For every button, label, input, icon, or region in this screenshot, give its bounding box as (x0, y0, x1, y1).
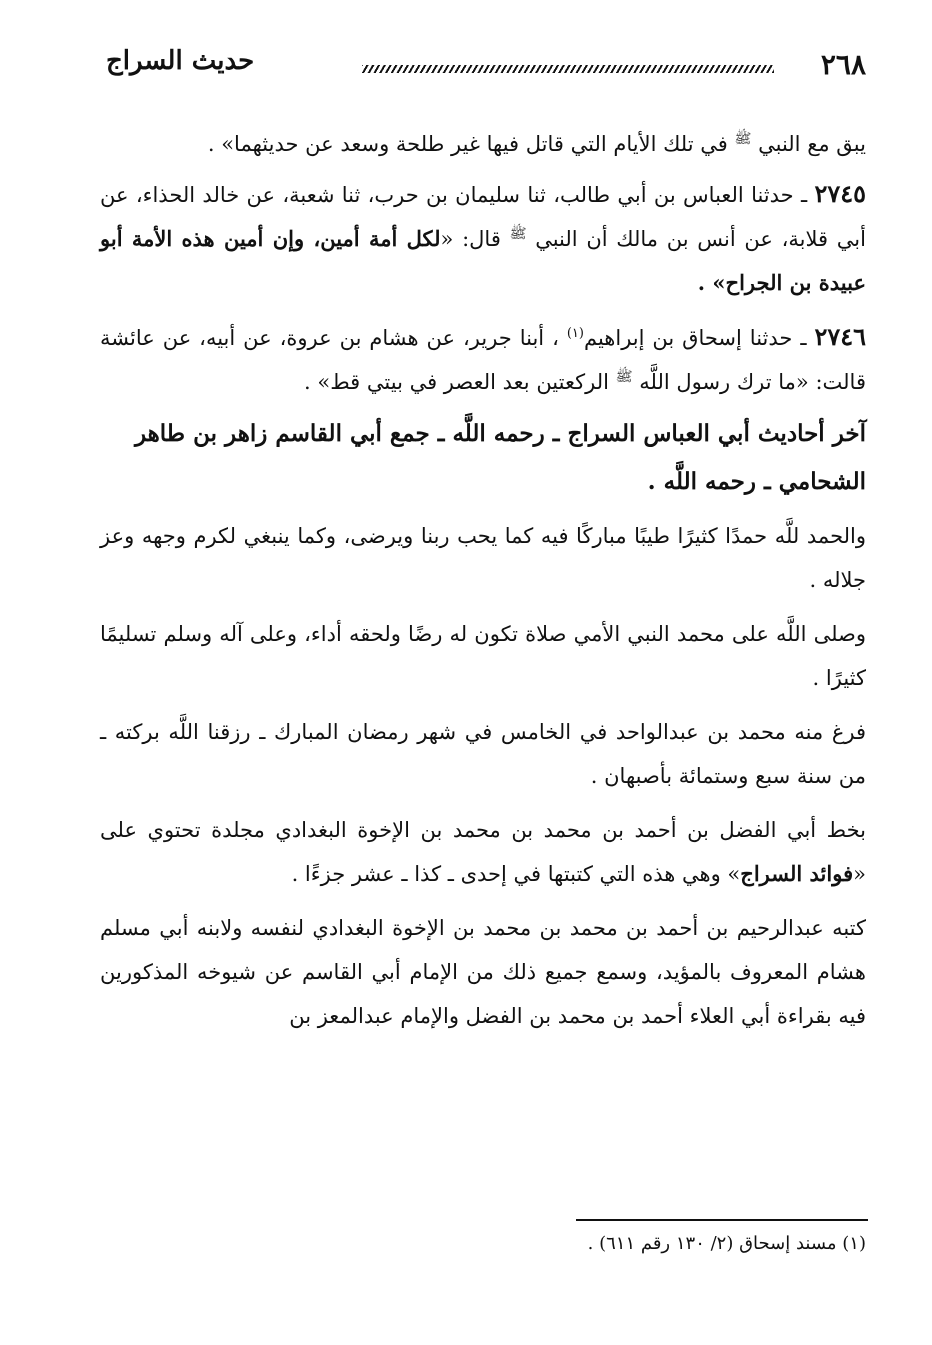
book-name-bold: فوائد السراج (740, 861, 854, 886)
text-segment: ـ حدثنا العباس بن أبي طالب، ثنا سليمان بن حرب، ثنا شعبة، عن خالد الحذاء، عن أبي قلابة، عن أنس بن مالك أن النبي (100, 183, 866, 251)
hadith-2745 (100, 172, 866, 305)
text-segment: ـ حدثنا إسحاق بن إبراهيم (583, 326, 807, 350)
salutation-glyph: ﷺ (615, 369, 633, 385)
page-header (100, 44, 866, 90)
colophon-heading: آخر أحاديث أبي العباس السراج ـ رحمه اللَّه ـ جمع أبي القاسم زاهر بن طاهر الشحامي ـ رحمه اللَّه . (134, 420, 866, 495)
footnote-separator (576, 1219, 868, 1221)
hadith-2746 (100, 315, 866, 404)
running-title: حديث السراج (106, 46, 255, 76)
footnote-marker: (١) (566, 326, 584, 341)
paragraph-hamd: والحمد للَّه حمدًا كثيرًا طيبًا مباركًا فيه كما يحب ربنا ويرضى، وكما ينبغي لكرم وجهه وعز جلاله . (100, 524, 866, 592)
salutation-glyph: ﷺ (509, 226, 527, 242)
text-segment: ، أبنا جرير، عن هشام بن عروة، عن أبيه، عن عائشة قالت: «ما ترك رسول اللَّه (100, 326, 866, 394)
salutation-glyph: ﷺ (734, 131, 752, 147)
hadith-number: ٢٧٤٦ (814, 322, 866, 351)
page-body (100, 122, 866, 1048)
text-segment: الركعتين بعد العصر في بيتي قط» . (304, 370, 609, 394)
hadith-matn-bold: لكل أمة أمين، وإن أمين هذه الأمة أبو عبيدة بن الجراح (100, 226, 866, 295)
page-number: ٢٦٨ (820, 48, 866, 81)
paragraph-continuation (100, 122, 866, 166)
header-ornament-rule (362, 65, 774, 73)
paragraph-manuscript-note (100, 808, 866, 896)
text-segment: » . (697, 270, 726, 295)
paragraph-sama: كتبه عبدالرحيم بن أحمد بن محمد بن محمد بن الإخوة البغدادي لنفسه ولابنه أبي مسلم هشام المعروف بالمؤيد، وسمع جميع ذلك من الإمام أبي القاسم عن شيوخه المذكورين فيه بقراءة أبي العلاء أحمد بن محمد بن الفضل والإمام عبدالمعز بن (100, 916, 866, 1028)
text-segment: في تلك الأيام التي قاتل فيها غير طلحة وسعد عن حديثهما» . (207, 132, 728, 156)
footnote: (١) مسند إسحاق (٢/ ١٣٠ رقم ٦١١) . (587, 1233, 866, 1254)
text-segment: يبق مع النبي (758, 132, 866, 156)
paragraph-completion: فرغ منه محمد بن عبدالواحد في الخامس في شهر رمضان المبارك ـ رزقنا اللَّه بركته ـ من سنة سبع وستمائة بأصبهان . (100, 720, 866, 788)
hadith-number: ٢٧٤٥ (814, 179, 866, 208)
text-segment: بخط أبي الفضل بن أحمد بن محمد بن محمد بن الإخوة البغدادي مجلدة تحتوي على « (100, 818, 866, 886)
paragraph-salat: وصلى اللَّه على محمد النبي الأمي صلاة تكون له رضًا ولحقه أداء، وعلى آله وسلم تسليمًا كثيرًا . (100, 622, 866, 690)
text-segment: قال: « (440, 227, 501, 251)
text-segment: » وهي هذه التي كتبتها في إحدى ـ كذا ـ عشر جزءًا . (291, 862, 741, 886)
